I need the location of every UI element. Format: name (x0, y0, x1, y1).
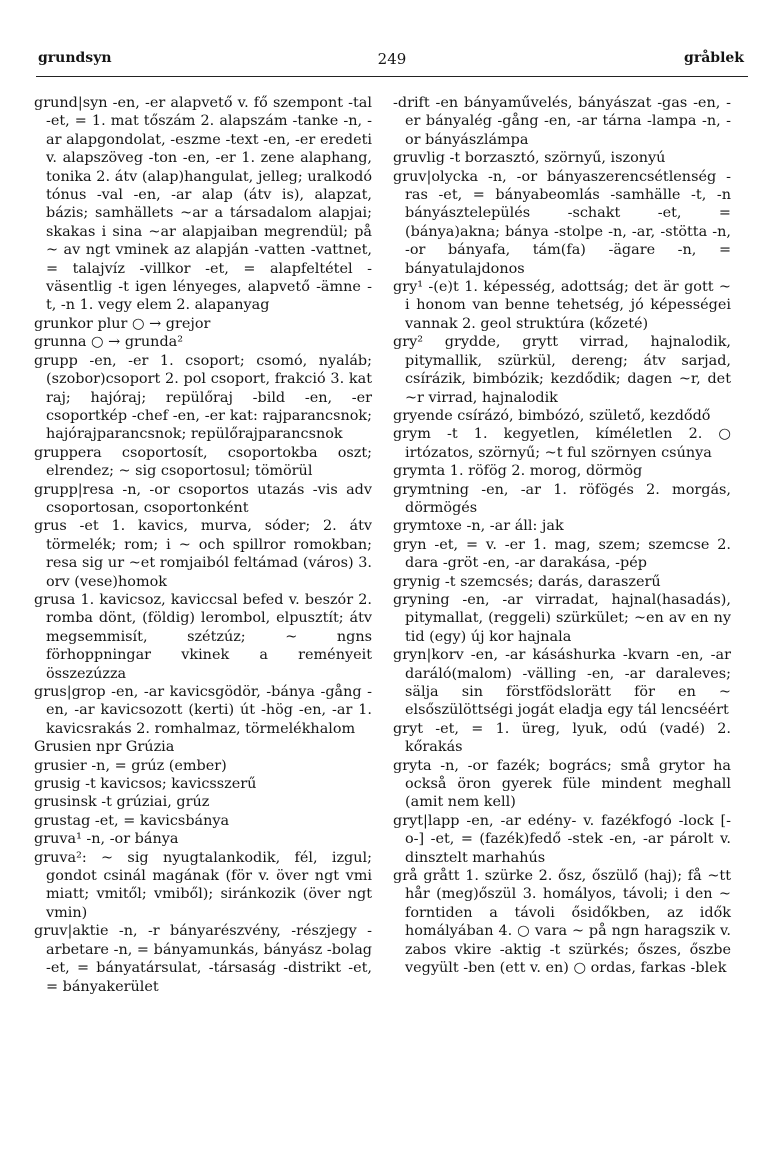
page-number: 249 (377, 50, 407, 68)
dictionary-entry: grusig -t kavicsos; kavicsszerű (34, 776, 257, 793)
page-header (0, 50, 784, 74)
header-rule (36, 76, 748, 77)
right-column (393, 94, 731, 978)
dictionary-entry: gry¹ -(e)t 1. képesség, adottság; det är gott ~ i honom van benne tehetség, jó képességei vannak 2. geol struktúra (kőzeté) (393, 279, 731, 332)
dictionary-entry: grund|syn -en, -er alapvető v. fő szempont -tal -et, = 1. mat tőszám 2. alapszám -tanke -n, -ar alapgondolat, -eszme -text -en, -er eredeti v. alapszöveg -ton -en, -er 1. zene alaphang, tonika 2. átv (alap)hangulat, jelleg; uralkodó tónus -val -en, -ar alap (átv is), alapzat, bázis; samhällets ~ar a társadalom alapjai; skakas i sina ~ar alapjaiban megrendül; på ~ av ngt vminek az alapján -vatten -vattnet, = talajvíz -villkor -et, = alapfeltétel -väsentlig -t igen lényeges, alapvető -ämne -t, -n 1. vegy elem 2. alapanyag (34, 95, 372, 314)
dictionary-entry: gryning -en, -ar virradat, hajnal(hasadás), pitymallat, (reggeli) szürkület; ~en av en ny tid (egy) új kor hajnala (393, 591, 731, 645)
dictionary-entry: grusa 1. kavicsoz, kaviccsal befed v. beszór 2. romba dönt, (földig) lerombol, elpusztít; átv megsemmisít, szétzúz; ~ ngns förhoppningar vkinek a reményeit összezúzza (34, 591, 372, 682)
dictionary-entry: grymtning -en, -ar 1. röfögés 2. morgás, dörmögés (393, 481, 731, 516)
dictionary-entry: gruppera csoportosít, csoportokba oszt; elrendez; ~ sig csoportosul; tömörül (34, 444, 372, 480)
dictionary-entry: gryn -et, = v. -er 1. mag, szem; szemcse 2. dara -gröt -en, -ar darakása, -pép (393, 536, 731, 572)
dictionary-entry: gruv|olycka -n, -or bányaszerencsétlenség -ras -et, = bányabeomlás -samhälle -t, -n bányásztelepülés -schakt -et, = (bánya)akna; bánya -stolpe -n, -ar, -stötta -n, -or bányafa, tám(fa) -ägare -n, = bányatulajdonos (393, 168, 731, 277)
dictionary-entry: grymtoxe -n, -ar áll: jak (393, 518, 564, 535)
header-first-word: grundsyn (38, 50, 112, 66)
dictionary-entry: grå grått 1. szürke 2. ősz, őszülő (haj); få ~tt hår (meg)őszül 3. homályos, távoli; i den ~ forntiden a távoli ősidőkben, az idők homályában 4. ○ vara ~ på ngn haragszik v. zabos vkire -aktig -t szürkés; őszes, őszbe vegyült -ben (ett v. en) ○ ordas, farkas -blek (393, 868, 731, 977)
header-last-word: gråblek (684, 50, 744, 66)
dictionary-entry: grupp -en, -er 1. csoport; csomó, nyaláb; (szobor)csoport 2. pol csoport, frakció 3. kat raj; hajóraj; repülőraj -bild -en, -er csoportkép -chef -en, -er kat: rajparancsnok; hajórajparancsnok; repülőrajparancsnok (34, 352, 372, 443)
dictionary-entry: gryende csírázó, bimbózó, születő, kezdődő (393, 407, 711, 424)
dictionary-entry: grustag -et, = kavicsbánya (34, 812, 230, 829)
dictionary-entry: gryt|lapp -en, -ar edény- v. fazékfogó -lock [-o-] -et, = (fazék)fedő -stek -en, -ar párolt v. dinsztelt marhahús (393, 812, 731, 866)
left-column (34, 94, 372, 996)
dictionary-entry: gruvlig -t borzasztó, szörnyű, iszonyú (393, 150, 666, 167)
dictionary-entry: gry² grydde, grytt virrad, hajnalodik, pitymallik, szürkül, dereng; átv sarjad, csírázik, bimbózik; kezdődik; dagen ~r, det ~r virrad, hajnalodik (393, 334, 731, 406)
dictionary-entry: grym -t 1. kegyetlen, kíméletlen 2. ○ irtózatos, szörnyű; ~t ful szörnyen csúnya (393, 426, 731, 461)
dictionary-entry: -drift -en bányaművelés, bányászat -gas -en, -er bányalég -gång -en, -ar tárna -lampa -n, -or bányászlámpa (393, 95, 731, 148)
dictionary-entry: grupp|resa -n, -or csoportos utazás -vis adv csoportosan, csoportonként (34, 481, 372, 516)
dictionary-entry: grunkor plur ○ → grejor (34, 315, 211, 332)
dictionary-entry: grus|grop -en, -ar kavicsgödör, -bánya -gång -en, -ar kavicsozott (kerti) út -hög -en, -ar 1. kavicsrakás 2. romhalmaz, törmelékhalom (34, 684, 372, 737)
dictionary-entry: gryta -n, -or fazék; bogrács; små grytor ha också öron gyerek füle mindent meghall (amit nem kell) (393, 757, 731, 811)
dictionary-entry: gruva²: ~ sig nyugtalankodik, fél, izgul; gondot csinál magának (för v. över ngt vmi miatt; vmitől; vmiből); siránkozik (över ngt vmin) (34, 849, 372, 921)
dictionary-entry: grymta 1. röfög 2. morog, dörmög (393, 463, 643, 480)
dictionary-entry: grusinsk -t grúziai, grúz (34, 794, 210, 811)
dictionary-entry: Grusien npr Grúzia (34, 739, 175, 756)
dictionary-entry: grusier -n, = grúz (ember) (34, 757, 227, 774)
dictionary-entry: gruv|aktie -n, -r bányarészvény, -részjegy -arbetare -n, = bányamunkás, bányász -bolag -et, = bányatársulat, -társaság -distrikt -et, = bányakerület (34, 923, 372, 995)
dictionary-entry: grus -et 1. kavics, murva, sóder; 2. átv törmelék; rom; i ~ och spillror romokban; resa sig ur ~et romjaiból feltámad (város) 3. orv (vese)homok (34, 518, 372, 590)
dictionary-entry: grunna ○ → grunda² (34, 334, 184, 351)
dictionary-entry: gruva¹ -n, -or bánya (34, 831, 179, 848)
dictionary-entry: gryn|korv -en, -ar kásáshurka -kvarn -en, -ar daráló(malom) -välling -en, -ar daraleves; sälja sin förstfödslorätt för en ~ elsőszülöttségi jogát eladja egy tál lencséért (393, 647, 731, 719)
dictionary-entry: gryt -et, = 1. üreg, lyuk, odú (vadé) 2. kőrakás (393, 720, 731, 756)
dictionary-entry: grynig -t szemcsés; darás, daraszerű (393, 573, 661, 590)
